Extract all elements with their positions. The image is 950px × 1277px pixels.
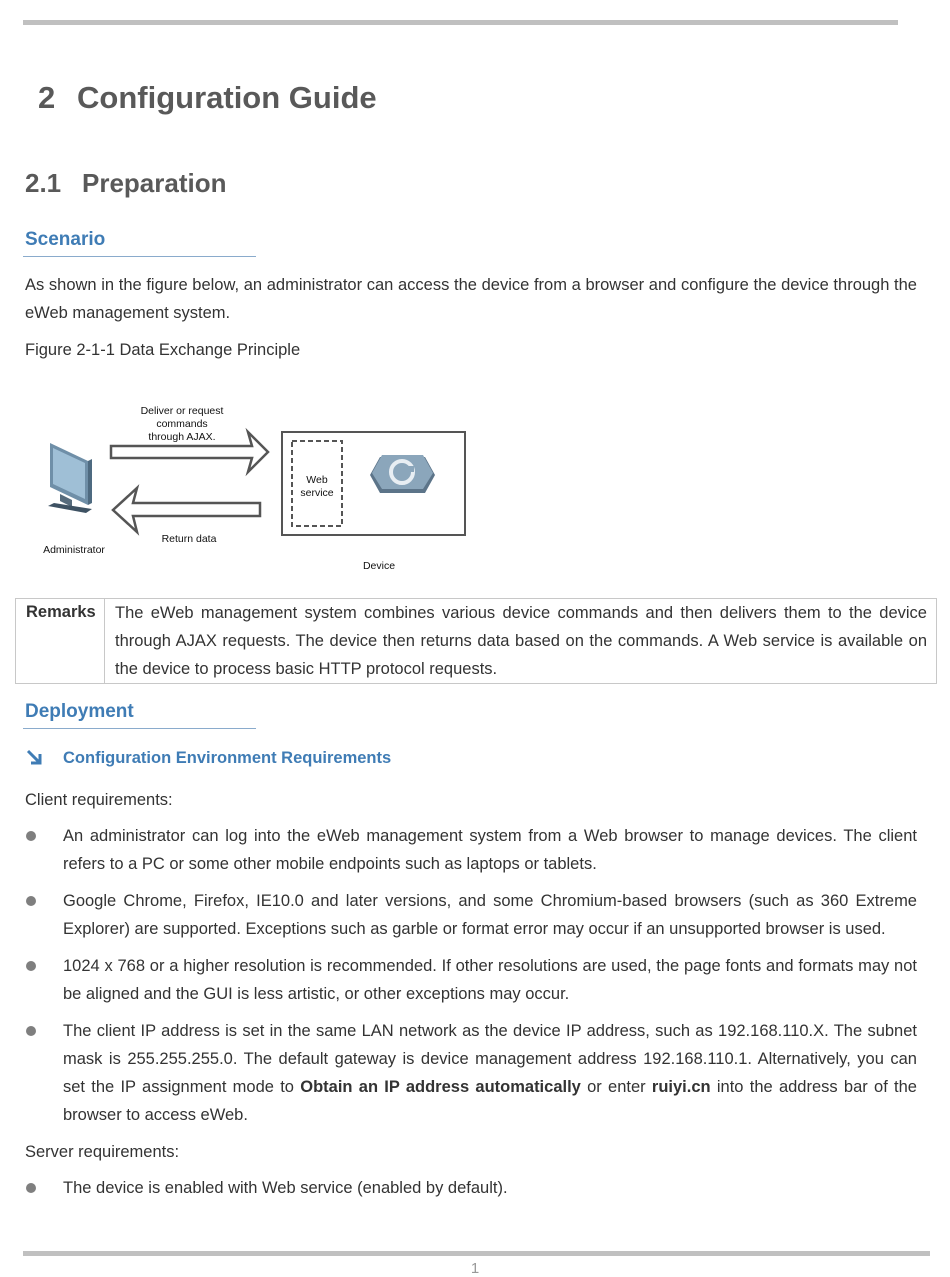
deliver-label-line-3: through AJAX. — [148, 431, 216, 443]
bullet-icon — [26, 896, 36, 906]
section-title — [25, 168, 227, 199]
deliver-label-line-1: Deliver or request — [140, 405, 224, 417]
list-item-bold-option: Obtain an IP address automatically — [300, 1078, 581, 1096]
administrator-computer-icon — [48, 443, 92, 513]
list-item-text: 1024 x 768 or a higher resolution is recommended. If other resolutions are used, the page fonts and formats may not be aligned and the GUI is less artistic, or other exceptions may occur. — [63, 957, 917, 1003]
server-requirements-list — [25, 1174, 917, 1211]
scenario-heading-rule — [23, 256, 256, 257]
footer-rule — [23, 1251, 930, 1256]
bullet-icon — [26, 1183, 36, 1193]
figure-caption: Figure 2-1-1 Data Exchange Principle — [25, 341, 301, 359]
list-item — [25, 822, 917, 878]
section-title-text: Preparation — [82, 168, 227, 198]
page-number: 1 — [470, 1260, 480, 1277]
deliver-label-line-2: commands — [156, 418, 208, 430]
deployment-heading-rule — [23, 728, 256, 729]
administrator-label: Administrator — [43, 544, 105, 556]
chapter-title-text: Configuration Guide — [77, 80, 377, 115]
list-item — [25, 1174, 917, 1202]
remarks-label: Remarks — [16, 599, 105, 683]
list-item-text: The device is enabled with Web service (enabled by default). — [63, 1179, 508, 1197]
list-item — [25, 952, 917, 1008]
header-rule — [23, 20, 898, 25]
web-service-label-line-1: Web — [306, 474, 328, 486]
web-service-label-line-2: service — [300, 487, 334, 499]
deployment-heading: Deployment — [25, 701, 134, 722]
client-requirements-intro: Client requirements: — [25, 791, 173, 809]
data-exchange-figure — [30, 395, 480, 580]
config-env-heading-text: Configuration Environment Requirements — [63, 749, 392, 767]
device-router-icon — [370, 455, 435, 493]
chapter-number: 2 — [38, 80, 56, 115]
list-item-text: Google Chrome, Firefox, IE10.0 and later versions, and some Chromium-based browsers (such as 360 Extreme Explorer) are supported. Exceptions such as garble or format error may occur if an unsupported browser is used. — [63, 892, 917, 938]
server-requirements-intro: Server requirements: — [25, 1143, 180, 1161]
scenario-heading: Scenario — [25, 229, 106, 250]
remarks-text: The eWeb management system combines various device commands and then delivers them to the device through AJAX requests. The device then returns data based on the commands. A Web service is available on the device to process basic HTTP protocol requests. — [115, 604, 927, 678]
bullet-icon — [26, 831, 36, 841]
list-item-text-part-1: The client IP address is set in the same LAN network as the device IP address, such as 192.168.110.X. The subnet mask is 255.255.255.0. The default gateway is device management address 192.168.110.1. Alternatively, you can set the IP assignment mode to — [63, 1022, 917, 1096]
scenario-intro: As shown in the figure below, an administrator can access the device from a browser and configure the device through the eWeb management system. — [25, 276, 917, 322]
remarks-table — [15, 598, 937, 684]
bullet-icon — [26, 961, 36, 971]
list-item-bold-domain: ruiyi.cn — [651, 1078, 711, 1096]
list-item — [25, 1017, 917, 1129]
return-label: Return data — [161, 533, 217, 545]
list-item-text-part-3: into the address bar of the browser to access eWeb. — [63, 1078, 917, 1124]
section-number: 2.1 — [25, 168, 62, 198]
device-label: Device — [362, 560, 396, 572]
client-requirements-list — [25, 822, 917, 1138]
list-item — [25, 887, 917, 943]
return-arrow — [113, 488, 260, 532]
arrow-down-right-icon — [25, 748, 43, 766]
bullet-icon — [26, 1026, 36, 1036]
list-item-text-part-2: or enter — [580, 1078, 652, 1096]
list-item-text: An administrator can log into the eWeb management system from a Web browser to manage devices. The client refers to a PC or some other mobile endpoints such as laptops or tablets. — [63, 827, 917, 873]
chapter-title — [38, 80, 377, 116]
